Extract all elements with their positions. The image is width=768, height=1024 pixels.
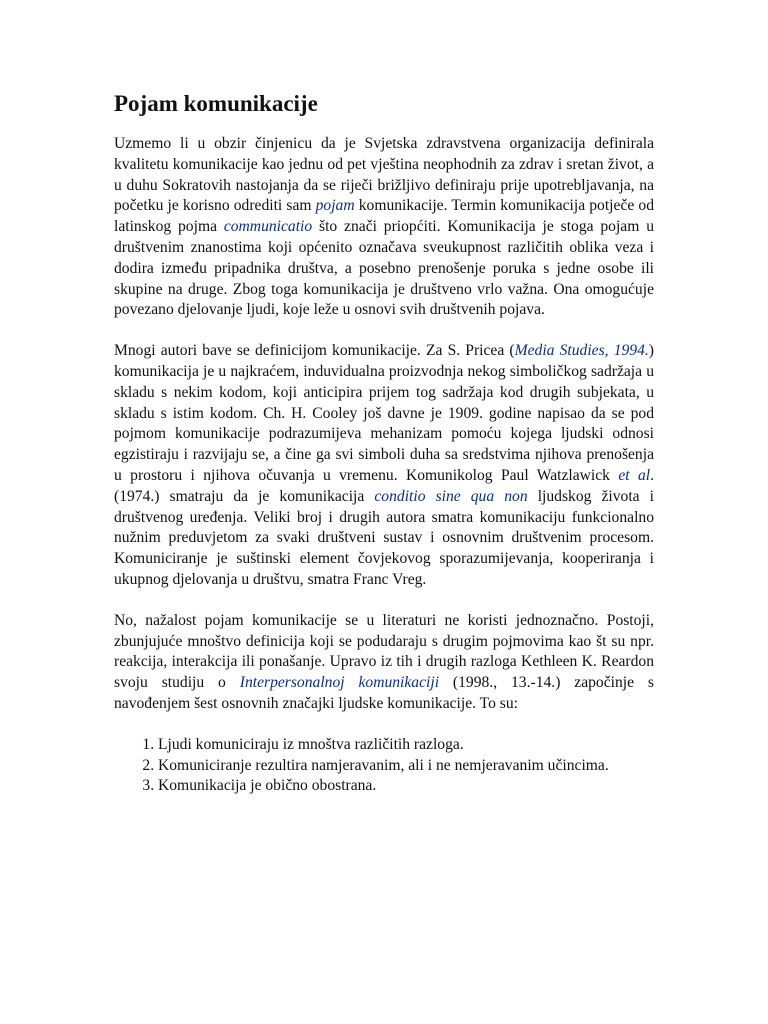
page-title: Pojam komunikacije — [114, 91, 318, 116]
paragraph-3-text-a: No, nažalost pojam komunikacije se u literaturi ne koristi jednoznačno. Postoji, zbunjujuće mnoštvo definicija koji se podudaraju s drugim pojmovima kao št su npr. reakcija, interakcija ili ponašanje. Upravo iz tih i drugih razloga Kethleen K. Reardon svoju studiju o — [114, 611, 654, 692]
paragraph-1-text-b: komunikacije. Termin komunikacija potječe od latinskog pojma — [114, 197, 654, 236]
list-item: 2. Komuniciranje rezultira namjeravanim, ali i ne nemjeravanim učincima. — [158, 756, 654, 777]
paragraph-2-italic-conditio: conditio sine qua non — [374, 487, 528, 505]
paragraph-1-italic-pojam: pojam — [315, 197, 355, 215]
paragraph-3-text-b: (1998., 13.-14.) započinje s navođenjem šest osnovnih značajki ljudske komunikacije. To su: — [114, 674, 654, 712]
paragraph-1-text-c: što znači priopćiti. Komunikacija je stoga pojam u društvenim znanostima koji općenito označava sveukupnost različitih oblika veza i dodira između pripadnika društva, a posebno prenošenje poruka s jedne osobe ili skupine na druge. Zbog toga komunikacija je društveno vrlo važna. Ona omogućuje povezano djelovanje ljudi, koje leže u osnovi svih društvenih pojava. — [114, 218, 654, 319]
paragraph-2-italic-media-studies: Media Studies, 1994. — [514, 342, 649, 360]
paragraph-2-italic-et-al: et al — [618, 466, 651, 484]
list-item: 3. Komunikacija je obično obostrana. — [158, 776, 654, 797]
paragraph-1-text-a: Uzmemo li u obzir činjenicu da je Svjetska zdravstvena organizacija definirala kvalitetu komunikacije kao jednu od pet vještina neophodnih za zdrav i sretan život, a u duhu Sokratovih nastojanja da se riječi brižljivo definiraju prije upotrebljavanja, na početku je korisno odrediti sam — [114, 135, 654, 215]
paragraph-2-text-c: . (1974.) smatraju da je komunikacija — [114, 466, 654, 505]
paragraph-3 — [114, 611, 654, 715]
characteristics-list — [114, 735, 654, 797]
paragraph-1-italic-communicatio: communicatio — [223, 218, 313, 236]
paragraph-2-text-a: Mnogi autori bave se definicijom komunikacije. Za S. Pricea ( — [114, 342, 515, 360]
paragraph-1 — [114, 134, 654, 321]
paragraph-3-italic-interpersonalnoj: Interpersonalnoj komunikaciji — [239, 674, 440, 692]
document-page — [114, 88, 654, 797]
paragraph-2 — [114, 341, 654, 591]
paragraph-2-text-b: ) komunikacija je u najkraćem, induvidualna proizvodnja nekog simboličkog sadržaja u skladu s nekim kodom, koji anticipira prijem tog sadržaja kod drugih subjekata, u skladu s istim kodom. Ch. H. Cooley još davne je 1909. godine napisao da se pod pojmom komunikacije podrazumijeva mehanizam pomoću kojega ljudski odnosi egzistiraju i razvijaju se, a čine ga svi simboli duha sa sredstvima njihova prenošenja u prostoru i njihova očuvanja u vremenu. Komunikolog Paul Watzlawick — [114, 342, 654, 484]
paragraph-2-text-d: ljudskog života i društvenog uređenja. Veliki broj i drugih autora smatra komunikaciju funkcionalno nužnim preduvjetom za svaki društveni sustav i osnovnim društvenim procesom. Komuniciranje je suštinski element čovjekovog sporazumijevanja, kooperiranja i ukupnog djelovanja u društvu, smatra Franc Vreg. — [114, 487, 654, 588]
list-item: 1. Ljudi komuniciraju iz mnoštva različitih razloga. — [158, 735, 654, 756]
